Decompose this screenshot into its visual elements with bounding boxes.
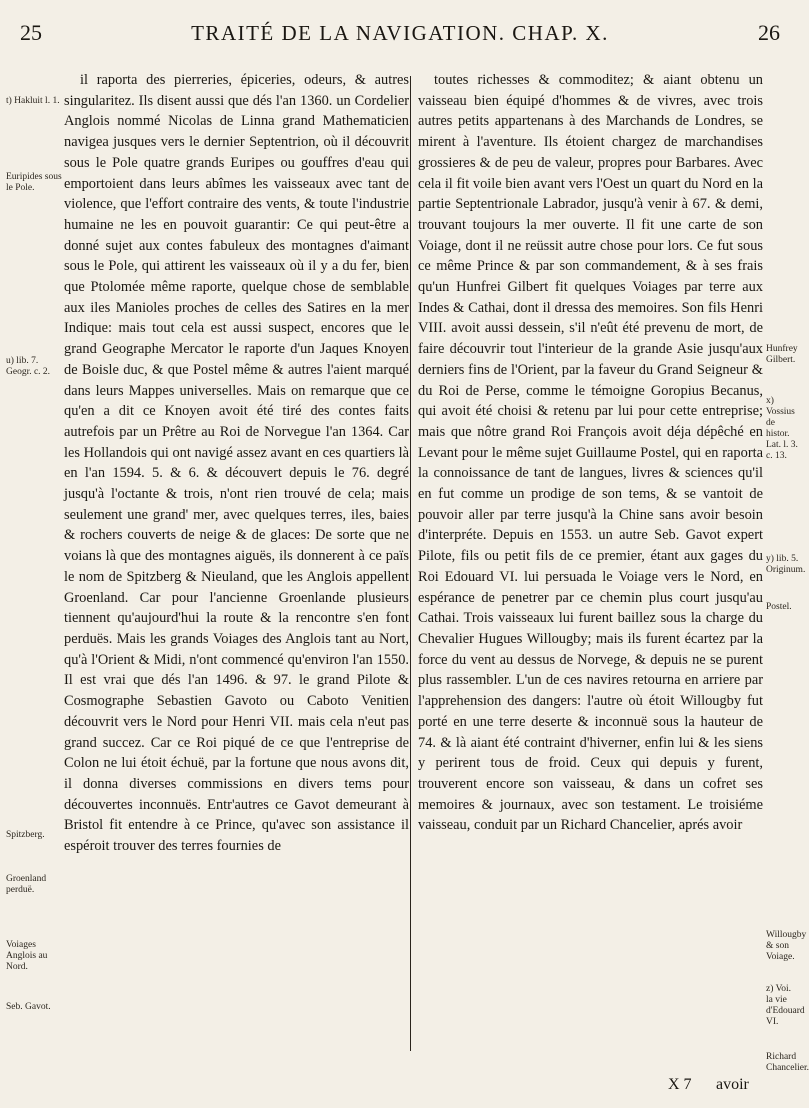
margin-note-left: Euripides sous le Pole. bbox=[6, 172, 62, 193]
margin-note-left: Seb. Gavot. bbox=[6, 1002, 51, 1012]
left-paragraph: il raporta des pierreries, épiceries, odeurs, & autres singularitez. Ils disent aussi que dés l'an 1360. un Cordelier Anglois nommé Nicolas de Linna grand Mathematicien navigea jusques vers le dernier Septentrion, où il découvrit sous le Pole quatre grands Euripes ou gouffres d'eau qui emportoient dans leurs abîmes les vaisseaux avec tant de violence, que l'effort contraire des vents, & toute l'industrie humaine ne les en pouvoit guarantir: Ce qui peut-être a donné sujet aux contes fabuleux des montagnes d'aimant sous le Pole, qui attirent les vaisseaux où il y a du fer, bien que Ptolomée même raporte, quelque chose de semblable aux iles Manioles proches de celles des Satires en la mer Indique: mais tout cela est aussi suspect, encores que le grand Geographe Mercator le raporte d'un Jaques Knoyen de Boisle duc, & que Postel même & autres l'aient marqué dans leurs Mappes universelles. Mais on remarque que ce qu'en a dit ce Knoyen avoit été tiré des contes faits autrefois par un Prêtre au Roi de Norvegue l'an 1364. Car les Hollandois qui ont navigé assez avant en ces quartiers là en l'an 1594. 5. & 6. & découvert depuis le 76. degré jusqu'à l'octante & trois, n'ont rien trouvé de cela; mais seulement une grand' mer, avec quelques terres, iles, baies & rochers couverts de neige & de glaces: De sorte que ne voians là que des montagnes aiguës, ils donnerent à ce païs le nom de Spitzberg & Nieuland, que les Anglois appellent Groenland. Car pour l'ancienne Groenlande plusieurs tiennent qu'aujourd'hui la route & la rencontre s'en font perduës. Mais les grands Voiages des Anglois tant au Nort, qu'à l'Orient & Midi, n'ont commencé qu'environ l'an 1550. Il est vrai que dés l'an 1496. & 97. le grand Pilote & Cosmographe Sebastien Gavoto ou Caboto Venitien découvrit vers le Nord pour Henri VII. mais cela n'eut pas grand succez. Car ce Roi piqué de ce que l'entreprise de Colon ne lui étoit échuë, par la fortune que nous avons dit, il donna diverses commissions en divers tems pour découvertes inconnuës. Entr'autres ce Gavot demeurant à Bristol fit entendre à ce Prince, qu'avec son assistance il espéroit trouver des terres fournies de bbox=[64, 72, 409, 855]
margin-note-right: z) Voi. la vie d'Edouard VI. bbox=[766, 984, 805, 1027]
margin-note-left: Groenland perduë. bbox=[6, 874, 47, 895]
margin-note-left: Voiages Anglois au Nord. bbox=[6, 940, 48, 972]
margin-note-right: x) Vossius de histor. Lat. l. 3. c. 13. bbox=[766, 396, 798, 461]
page-number-right: 26 bbox=[758, 20, 780, 45]
margin-note-left: u) lib. 7. Geogr. c. 2. bbox=[6, 356, 51, 377]
catchword: avoir bbox=[716, 1076, 749, 1093]
signature-mark: X 7 bbox=[668, 1076, 692, 1093]
margin-note-right: Richard Chancelier. bbox=[766, 1052, 809, 1073]
running-title: TRAITÉ DE LA NAVIGATION. CHAP. X. bbox=[191, 21, 609, 45]
margin-note-left: Spitzberg. bbox=[6, 830, 45, 840]
margin-note-right: y) lib. 5. Originum. bbox=[766, 554, 806, 575]
right-text-column bbox=[418, 70, 763, 1080]
page-number-left: 25 bbox=[20, 20, 42, 45]
margin-note-right: Willougby & son Voiage. bbox=[766, 930, 807, 962]
page-footer bbox=[560, 1076, 760, 1102]
right-paragraph: toutes richesses & commoditez; & aiant obtenu un vaisseau bien équipé d'hommes & de vivres, avec trois autres petits appartenans à des Marchands de Londres, se mirent à l'aventure. Ils étoient chargez de marchandises grossieres & de peu de valeur, propres pour Barbares. Avec cela il fit voile bien avant vers l'Oest un quart du Nord en la partie Septentrionale Labrador, jusqu'à venir à 67. & demi, trouvant toujours la mer ouverte. Il fit une carte de son Voiage, dont il ne reüssit autre chose pour lors. Ce fut sous ce même Prince & par son commandement, & à ses frais qu'un Hunfrei Gilbert fit quelques Voiages par terre aux Indes & Cathai, dont il dressa des memoires. Son fils Henri VIII. avoit aussi dessein, s'il n'eût été prevenu de mort, de faire découvrir tout l'interieur de la grande Asie jusqu'aux derniers fins de l'Orient, par la faveur du Grand Seigneur & du Roi de Perse, comme le témoigne Goropius Becanus, qui avoit été choisi & retenu par lui pour cette entreprise; mais que nôtre grand Roi François avoit déja dépêché en Levant pour le même sujet Guillaume Postel, qui en raporta la connoissance de tant de langues, livres & sciences qu'il en fut comme un prodige de son tems, & se vantoit de pouvoir aller par terre jusqu'à la Chine sans avoir besoin d'interpréte. Depuis en 1553. un autre Seb. Gavot expert Pilote, fils ou petit fils de ce premier, étant aux gages du Roi Edouard VI. lui persuada le Voiage vers le Nord, en espérance de penetrer par ce chemin plus court jusqu'au Cathai. Trois vaisseaux lui furent baillez sous la charge du Chevalier Hugues Willougby; mais ils furent écartez par la force du vent au dessus de Norvege, & depuis ne se purent plus rassembler. L'un de ces navires retourna en arriere par l'apprehension des dangers: l'autre où étoit Willougby fut porté en une terre deserte & inconnuë sous la hauteur de 74. & là aiant été contraint d'hiverner, enfin lui & les siens y perirent tous de froid. Ceux qui depuis y furent, trouverent encore son vaisseau, & dans un cofret ses memoires & journaux, avec son testament. Le troisiéme vaisseau, conduit par un Richard Chancelier, aprés avoir bbox=[418, 72, 763, 834]
margin-note-left: t) Hakluit l. 1. bbox=[6, 96, 60, 106]
page-header bbox=[20, 6, 780, 46]
margin-note-right: Postel. bbox=[766, 602, 792, 612]
column-rule bbox=[410, 76, 411, 1051]
margin-note-right: Hunfrey Gilbert. bbox=[766, 344, 798, 365]
left-text-column bbox=[64, 70, 409, 1080]
